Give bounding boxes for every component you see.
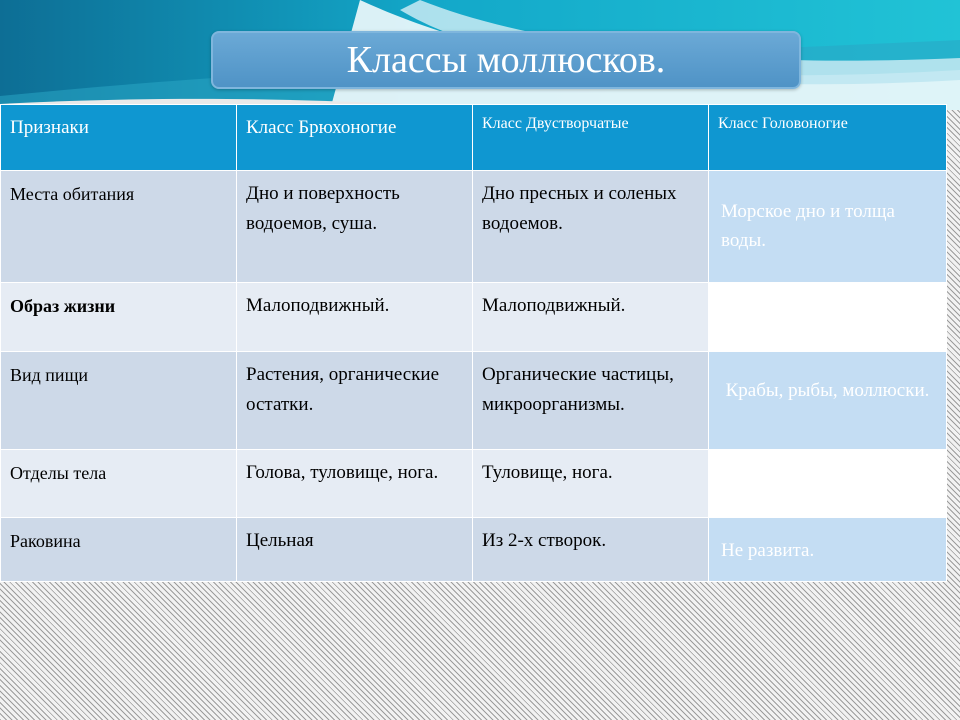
cell-bivalvia-shell: Из 2-х створок.: [473, 518, 709, 582]
cell-gastropoda-habitat: Дно и поверхность водоемов, суша.: [237, 171, 473, 283]
table-row: [1, 352, 947, 450]
table-row: [1, 518, 947, 582]
row-label-food: Вид пищи: [1, 352, 237, 450]
table-row: [1, 283, 947, 352]
header-gastropoda: Класс Брюхоногие: [237, 105, 473, 171]
cell-bivalvia-food: Органические частицы, микроорганизмы.: [473, 352, 709, 450]
cell-gastropoda-body-parts: Голова, туловище, нога.: [237, 450, 473, 518]
cell-bivalvia-lifestyle: Малоподвижный.: [473, 283, 709, 352]
row-label-shell: Раковина: [1, 518, 237, 582]
header-cephalopoda: Класс Головоногие: [709, 105, 947, 171]
cell-cephalopoda-lifestyle: [709, 283, 947, 352]
row-label-body-parts: Отделы тела: [1, 450, 237, 518]
cell-cephalopoda-habitat: Морское дно и толща воды.: [709, 171, 947, 283]
cell-gastropoda-shell: Цельная: [237, 518, 473, 582]
slide-title: Классы моллюсков.: [211, 31, 801, 89]
cell-bivalvia-body-parts: Туловище, нога.: [473, 450, 709, 518]
table-row: [1, 450, 947, 518]
cell-cephalopoda-shell: Не развита.: [709, 518, 947, 582]
cell-gastropoda-lifestyle: Малоподвижный.: [237, 283, 473, 352]
cell-cephalopoda-body-parts: [709, 450, 947, 518]
header-features: Признаки: [1, 105, 237, 171]
header-bivalvia: Класс Двустворчатые: [473, 105, 709, 171]
cell-gastropoda-food: Растения, органические остатки.: [237, 352, 473, 450]
table-row: [1, 171, 947, 283]
row-label-lifestyle: Образ жизни: [1, 283, 237, 352]
mollusk-classes-table: [0, 104, 947, 582]
row-label-habitat: Места обитания: [1, 171, 237, 283]
cell-cephalopoda-food: Крабы, рыбы, моллюски.: [709, 352, 947, 450]
table-header-row: [1, 105, 947, 171]
cell-bivalvia-habitat: Дно пресных и соленых водоемов.: [473, 171, 709, 283]
